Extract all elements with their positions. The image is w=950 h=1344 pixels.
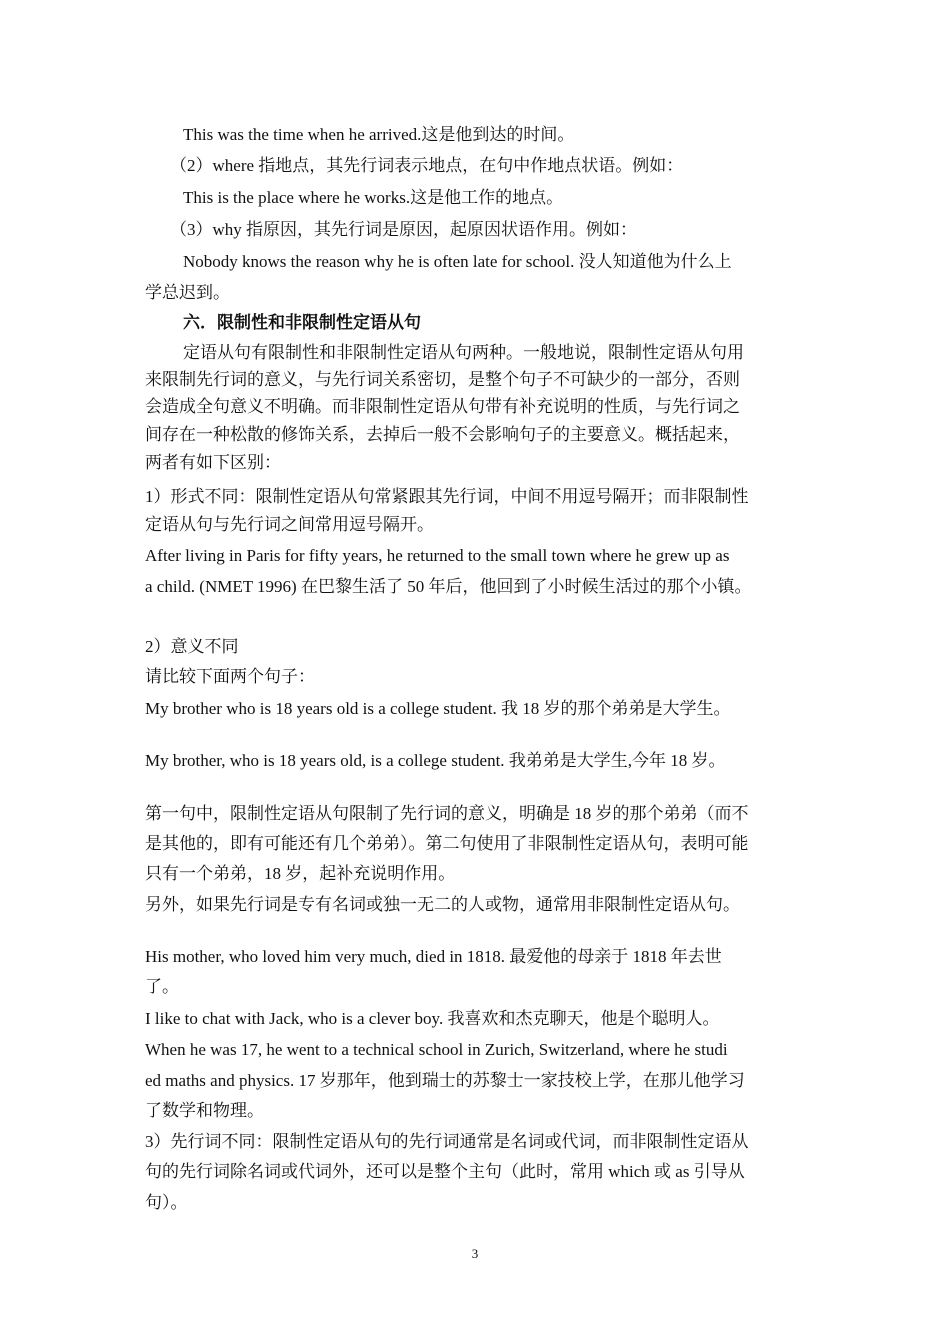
text-line: My brother, who is 18 years old, is a college student. 我弟弟是大学生,今年 18 岁。 (145, 751, 726, 770)
text-line: 另外，如果先行词是专有名词或独一无二的人或物，通常用非限制性定语从句。 (145, 895, 740, 914)
text-line: 学总迟到。 (145, 283, 230, 302)
text-line: 间存在一种松散的修饰关系，去掉后一般不会影响句子的主要意义。概括起来， (145, 425, 740, 444)
text-line: 句的先行词除名词或代词外，还可以是整个主句（此时，常用 which 或 as 引导从 (145, 1162, 745, 1181)
text-line: After living in Paris for fifty years, he returned to the small town where he grew up as (145, 546, 730, 565)
page-number: 3 (471, 1246, 479, 1261)
text-line: 3）先行词不同：限制性定语从句的先行词通常是名词或代词，而非限制性定语从 (145, 1132, 749, 1151)
text-line: 请比较下面两个句子： (145, 667, 315, 686)
text-line: （3）why 指原因，其先行词是原因，起原因状语作用。例如： (170, 220, 638, 239)
text-line: I like to chat with Jack, who is a clever boy. 我喜欢和杰克聊天，他是个聪明人。 (145, 1009, 720, 1028)
text-line: 1）形式不同：限制性定语从句常紧跟其先行词，中间不用逗号隔开；而非限制性 (145, 487, 749, 506)
text-line: a child. (NMET 1996) 在巴黎生活了 50 年后，他回到了小时候生活过的那个小镇。 (145, 577, 752, 596)
text-line: When he was 17, he went to a technical school in Zurich, Switzerland, where he studi (145, 1040, 728, 1059)
text-line: 定语从句有限制性和非限制性定语从句两种。一般地说，限制性定语从句用 (183, 343, 744, 362)
text-line: 句）。 (145, 1193, 188, 1212)
text-line: ed maths and physics. 17 岁那年，他到瑞士的苏黎士一家技校上学，在那儿他学习 (145, 1071, 745, 1090)
text-line: 会造成全句意义不明确。而非限制性定语从句带有补充说明的性质，与先行词之 (145, 397, 740, 416)
text-line: My brother who is 18 years old is a college student. 我 18 岁的那个弟弟是大学生。 (145, 699, 731, 718)
text-line: 两者有如下区别： (145, 453, 281, 472)
text-line: 只有一个弟弟，18 岁，起补充说明作用。 (145, 864, 456, 883)
section-heading: 六．限制性和非限制性定语从句 (183, 313, 421, 332)
text-line: 定语从句与先行词之间常用逗号隔开。 (145, 515, 434, 534)
text-line: Nobody knows the reason why he is often late for school. 没人知道他为什么上 (183, 252, 732, 271)
text-line: 2）意义不同 (145, 637, 239, 656)
text-line: 了数学和物理。 (145, 1101, 264, 1120)
text-line: This was the time when he arrived.这是他到达的时间。 (183, 125, 575, 144)
text-line: （2）where 指地点，其先行词表示地点，在句中作地点状语。例如： (170, 156, 684, 175)
text-line: 了。 (145, 977, 179, 996)
text-line: His mother, who loved him very much, died in 1818. 最爱他的母亲于 1818 年去世 (145, 947, 722, 966)
text-line: 来限制先行词的意义，与先行词关系密切，是整个句子不可缺少的一部分，否则 (145, 370, 740, 389)
text-line: 第一句中，限制性定语从句限制了先行词的意义，明确是 18 岁的那个弟弟（而不 (145, 804, 749, 823)
text-line: 是其他的，即有可能还有几个弟弟）。第二句使用了非限制性定语从句，表明可能 (145, 834, 749, 853)
text-line: This is the place where he works.这是他工作的地点。 (183, 188, 564, 207)
